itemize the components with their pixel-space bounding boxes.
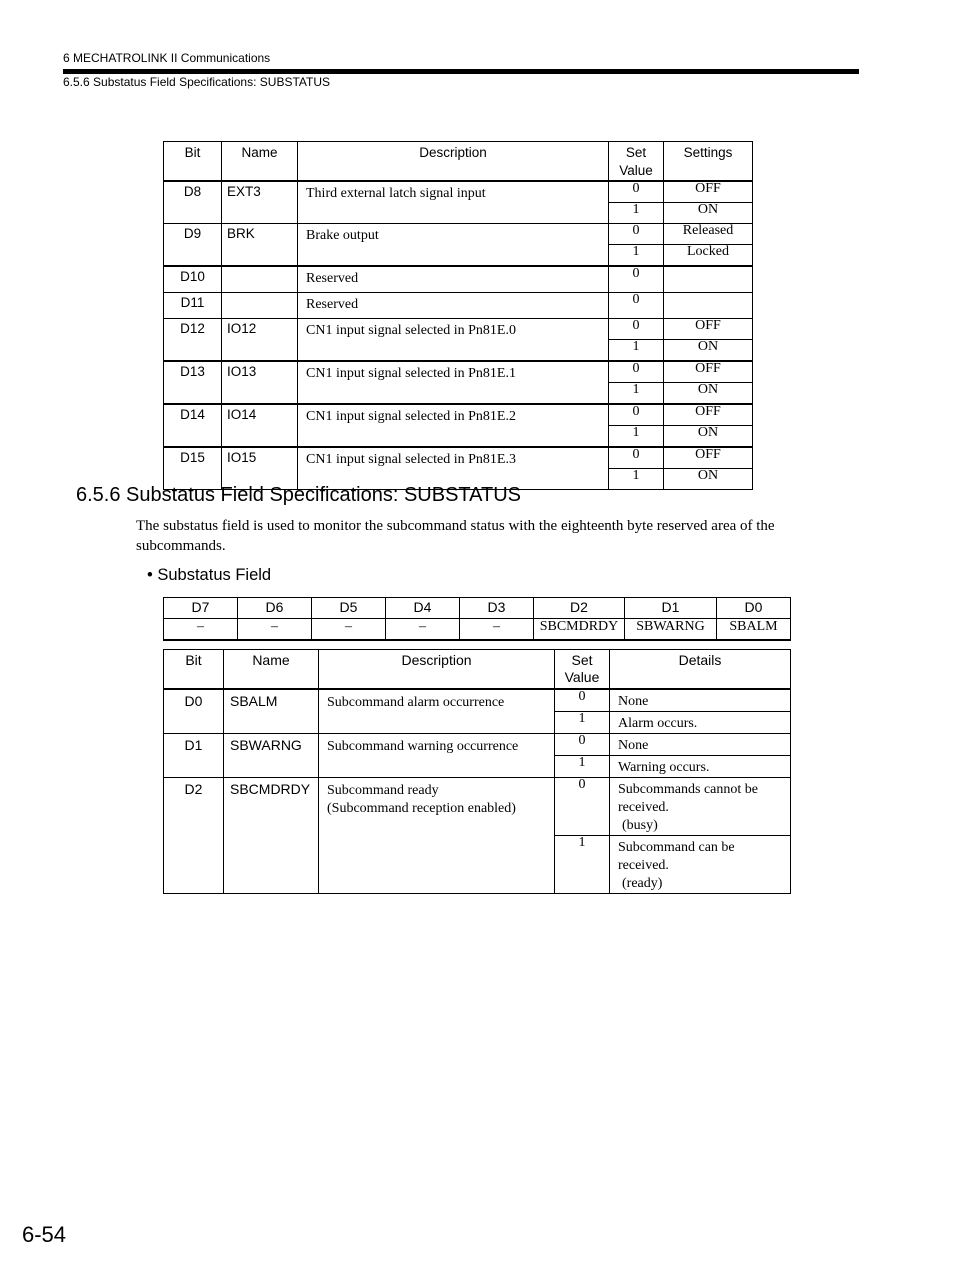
set-value-cell: 0: [609, 181, 664, 203]
set-value-cell: 0: [555, 734, 610, 756]
description-cell: Third external latch signal input: [298, 181, 609, 224]
name-cell: [222, 293, 298, 319]
bit-cell: D8: [164, 181, 222, 224]
table-row: [164, 266, 753, 293]
description-cell: Reserved: [298, 266, 609, 293]
table-row: [164, 361, 753, 383]
header-bit: Bit: [164, 142, 222, 182]
bit-cell: D10: [164, 266, 222, 293]
bit-cell: D2: [164, 778, 224, 894]
bullet-substatus-field: • Substatus Field: [147, 566, 272, 584]
setting-cell: OFF: [664, 319, 753, 340]
set-value-cell: 1: [609, 245, 664, 267]
bit-cell: D13: [164, 361, 222, 404]
setting-cell: Locked: [664, 245, 753, 267]
bit-name-cell: SBALM: [717, 619, 791, 641]
header-description: Description: [319, 650, 555, 690]
bit-name-cell: –: [460, 619, 534, 641]
name-cell: IO15: [222, 447, 298, 490]
set-value-cell: 0: [609, 293, 664, 319]
setting-cell: ON: [664, 203, 753, 224]
header-rule: [63, 69, 859, 74]
details-cell: Warning occurs.: [610, 756, 791, 778]
bit-header: D2: [534, 598, 625, 619]
header-settings: Settings: [664, 142, 753, 182]
name-cell: IO13: [222, 361, 298, 404]
description-cell: CN1 input signal selected in Pn81E.2: [298, 404, 609, 447]
description-line: (Subcommand reception enabled): [327, 801, 516, 816]
set-value-cell: 0: [609, 361, 664, 383]
name-cell: BRK: [222, 224, 298, 267]
setting-cell: Released: [664, 224, 753, 245]
details-line: (ready): [622, 876, 663, 891]
set-value-cell: 0: [609, 224, 664, 245]
header-name: Name: [222, 142, 298, 182]
set-value-cell: 0: [609, 404, 664, 426]
bit-cell: D11: [164, 293, 222, 319]
bit-name-cell: –: [164, 619, 238, 641]
table-row: [164, 293, 753, 319]
bit-cell: D9: [164, 224, 222, 267]
details-cell: None: [610, 734, 791, 756]
name-cell: [222, 266, 298, 293]
setting-cell: OFF: [664, 181, 753, 203]
set-value-cell: 0: [609, 447, 664, 469]
set-value-cell: 0: [555, 778, 610, 836]
bit-header: D6: [238, 598, 312, 619]
bit-header: D7: [164, 598, 238, 619]
name-cell: SBCMDRDY: [224, 778, 319, 894]
bit-name-cell: SBWARNG: [625, 619, 717, 641]
details-cell: Alarm occurs.: [610, 712, 791, 734]
setting-cell: OFF: [664, 404, 753, 426]
name-cell: IO12: [222, 319, 298, 362]
set-value-cell: 0: [555, 689, 610, 712]
bit-name-cell: –: [386, 619, 460, 641]
details-cell: None: [610, 689, 791, 712]
set-value-cell: 0: [609, 266, 664, 293]
header-bit: Bit: [164, 650, 224, 690]
set-value-cell: 1: [609, 203, 664, 224]
header-name: Name: [224, 650, 319, 690]
substatus-bit-layout-table: [163, 597, 791, 641]
name-cell: SBWARNG: [224, 734, 319, 778]
set-value-cell: 1: [555, 712, 610, 734]
set-value-cell: 1: [609, 383, 664, 405]
details-line: (busy): [622, 818, 658, 833]
bit-header: D5: [312, 598, 386, 619]
setting-cell: ON: [664, 340, 753, 362]
bit-cell: D1: [164, 734, 224, 778]
name-cell: SBALM: [224, 689, 319, 734]
name-cell: IO14: [222, 404, 298, 447]
table-row: [164, 404, 753, 426]
description-line: Subcommand ready: [327, 783, 439, 798]
description-cell: Subcommand alarm occurrence: [319, 689, 555, 734]
section-title: 6.5.6 Substatus Field Specifications: SUBSTATUS: [76, 484, 522, 506]
header-set-value: Set Value: [555, 650, 610, 690]
setting-cell: ON: [664, 383, 753, 405]
bit-name-cell: –: [312, 619, 386, 641]
table-row: [164, 778, 791, 836]
details-cell: [610, 778, 791, 836]
header-details: Details: [610, 650, 791, 690]
set-value-cell: 1: [555, 756, 610, 778]
description-cell: Subcommand warning occurrence: [319, 734, 555, 778]
details-line: Subcommand can be: [618, 840, 735, 855]
bit-header: D4: [386, 598, 460, 619]
bit-cell: D0: [164, 689, 224, 734]
bit-header: D0: [717, 598, 791, 619]
header-description: Description: [298, 142, 609, 182]
setting-cell: OFF: [664, 447, 753, 469]
substatus-detail-table: [163, 649, 791, 894]
bit-cell: D12: [164, 319, 222, 362]
set-value-cell: 1: [609, 340, 664, 362]
table-row: [164, 734, 791, 756]
description-cell: CN1 input signal selected in Pn81E.0: [298, 319, 609, 362]
table-row: [164, 224, 753, 245]
description-cell: Brake output: [298, 224, 609, 267]
set-value-cell: 1: [609, 426, 664, 448]
table-row: [164, 689, 791, 712]
chapter-header: 6 MECHATROLINK II Communications: [63, 51, 271, 65]
bit-cell: D15: [164, 447, 222, 490]
name-cell: EXT3: [222, 181, 298, 224]
header-set-value: Set Value: [609, 142, 664, 182]
bit-cell: D14: [164, 404, 222, 447]
bit-header: D3: [460, 598, 534, 619]
details-line: received.: [618, 858, 669, 873]
table-row: [164, 319, 753, 340]
setting-cell: OFF: [664, 361, 753, 383]
description-cell: CN1 input signal selected in Pn81E.3: [298, 447, 609, 490]
details-line: Subcommands cannot be: [618, 782, 758, 797]
bit-table-d8-d15: [163, 141, 753, 490]
setting-cell: ON: [664, 469, 753, 490]
description-cell: CN1 input signal selected in Pn81E.1: [298, 361, 609, 404]
set-value-cell: 1: [609, 469, 664, 490]
set-value-cell: 1: [555, 836, 610, 894]
table-row: [164, 447, 753, 469]
page-number: 6-54: [22, 1222, 67, 1247]
description-cell: [319, 778, 555, 894]
setting-cell: ON: [664, 426, 753, 448]
details-cell: [610, 836, 791, 894]
bit-name-cell: –: [238, 619, 312, 641]
set-value-cell: 0: [609, 319, 664, 340]
setting-cell: [664, 293, 753, 319]
setting-cell: [664, 266, 753, 293]
bit-name-cell: SBCMDRDY: [534, 619, 625, 641]
section-paragraph: The substatus field is used to monitor the subcommand status with the eighteenth byte reserved area of the subcommands.: [136, 518, 775, 554]
description-cell: Reserved: [298, 293, 609, 319]
details-line: received.: [618, 800, 669, 815]
table-row: [164, 181, 753, 203]
section-header: 6.5.6 Substatus Field Specifications: SUBSTATUS: [63, 75, 331, 89]
bit-header: D1: [625, 598, 717, 619]
